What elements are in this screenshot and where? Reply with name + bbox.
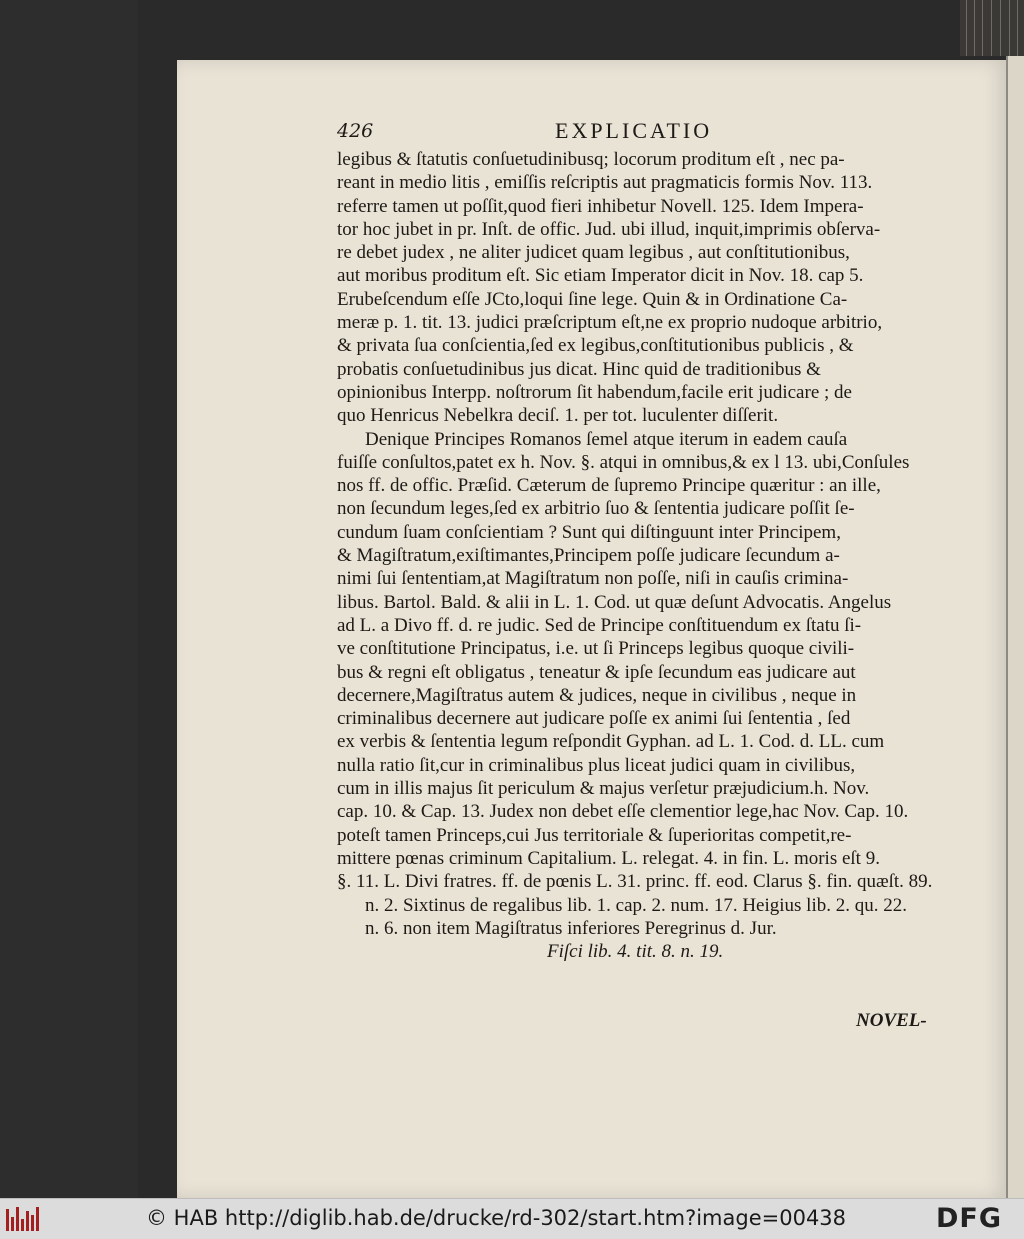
text-line: nos ff. de offic. Præſid. Cæterum de ſupremo Principe quæritur : an ille, xyxy=(337,475,881,497)
text-line: §. 11. L. Divi fratres. ff. de pœnis L. 31. princ. ff. eod. Clarus §. fin. quæſt. 89. xyxy=(337,871,933,893)
page-number: 426 xyxy=(337,120,374,142)
text-line: legibus & ſtatutis conſuetudinibusq; locorum proditum eſt , nec pa- xyxy=(337,149,845,170)
text-line: re debet judex , ne aliter judicet quam legibus , aut conſtitutionibus, xyxy=(337,242,850,264)
footer-bar xyxy=(0,1198,1024,1239)
text-line: Fiſci lib. 4. tit. 8. n. 19. xyxy=(547,941,724,963)
text-line: tor hoc jubet in pr. Inſt. de offic. Jud. ubi illud, inquit,imprimis obſerva- xyxy=(337,218,881,240)
facing-page-edge xyxy=(1006,56,1024,1198)
text-line: & Magiſtratum,exiſtimantes,Principem poſſe judicare ſecundum a- xyxy=(337,545,840,567)
text-line: nulla ratio ſit,cur in criminalibus plus liceat judici quam in civilibus, xyxy=(337,754,856,776)
dfg-logo: DFG xyxy=(936,1203,1003,1234)
running-head xyxy=(337,118,942,148)
text-line: cum in illis majus ſit periculum & majus verſetur præjudicium.h. Nov. xyxy=(337,778,870,800)
text-line: n. 6. non item Magiſtratus inferiores Peregrinus d. Jur. xyxy=(365,917,777,939)
text-line: reant in medio litis , emiſſis reſcriptis aut pragmaticis formis Nov. 113. xyxy=(337,172,873,194)
text-line: ex verbis & ſententia legum reſpondit Gyphan. ad L. 1. Cod. d. LL. cum xyxy=(337,731,885,753)
text-line: & privata ſua conſcientia,ſed ex legibus,conſtitutionibus publicis , & xyxy=(337,335,854,357)
text-line: fuiſſe conſultos,patet ex h. Nov. §. atqui in omnibus,& ex l 13. ubi,Conſules xyxy=(337,451,910,473)
text-line: probatis conſuetudinibus jus dicat. Hinc quid de traditionibus & xyxy=(337,358,821,380)
text-line: criminalibus decernere aut judicare poſſe ex animi ſui ſententia , ſed xyxy=(337,708,851,730)
copyright-url[interactable]: © HAB http://diglib.hab.de/drucke/rd-302/start.htm?image=00438 xyxy=(146,1206,847,1230)
dark-background xyxy=(0,0,138,1198)
text-line: poteſt tamen Princeps,cui Jus territoriale & ſuperioritas competit,re- xyxy=(337,824,852,846)
text-line: mittere pœnas criminum Capitalium. L. relegat. 4. in fin. L. moris eſt 9. xyxy=(337,847,880,869)
text-line: non ſecundum leges,ſed ex arbitrio ſuo & ſententia judicare poſſit ſe- xyxy=(337,498,855,520)
text-line: Erubeſcendum eſſe JCto,loqui ſine lege. Quin & in Ordinatione Ca- xyxy=(337,288,848,310)
text-line: ve conſtitutione Principatus, i.e. ut ſi Princeps legibus quoque civili- xyxy=(337,638,855,660)
catchword: NOVEL- xyxy=(856,1010,927,1031)
text-line: n. 2. Sixtinus de regalibus lib. 1. cap. 2. num. 17. Heigius lib. 2. qu. 22. xyxy=(365,894,907,916)
text-line: quo Henricus Nebelkra deciſ. 1. per tot. luculenter diſſerit. xyxy=(337,405,779,427)
text-line: cundum ſuam conſcientiam ? Sunt qui diſtinguunt inter Principem, xyxy=(337,521,841,543)
page-text xyxy=(337,148,947,963)
text-line: libus. Bartol. Bald. & alii in L. 1. Cod. ut quæ deſunt Advocatis. Angelus xyxy=(337,591,892,613)
hab-logo-icon xyxy=(6,1207,40,1231)
running-title: EXPLICATIO xyxy=(555,118,713,143)
text-line: bus & regni eſt obligatus , teneatur & ipſe ſecundum eas judicare aut xyxy=(337,661,856,683)
text-line: Denique Principes Romanos ſemel atque iterum in eadem cauſa xyxy=(365,428,848,450)
text-line: nimi ſui ſententiam,at Magiſtratum non poſſe, niſi in cauſis crimina- xyxy=(337,568,849,590)
text-line: meræ p. 1. tit. 13. judici præſcriptum eſt,ne ex proprio nudoque arbitrio, xyxy=(337,312,883,334)
text-line: aut moribus proditum eſt. Sic etiam Imperator dicit in Nov. 18. cap 5. xyxy=(337,265,864,287)
text-line: ad L. a Divo ff. d. re judic. Sed de Principe conſtituendum ex ſtatu ſi- xyxy=(337,614,862,636)
text-line: referre tamen ut poſſit,quod fieri inhibetur Novell. 125. Idem Impera- xyxy=(337,195,864,217)
text-line: opinionibus Interpp. noſtrorum ſit habendum,facile erit judicare ; de xyxy=(337,381,852,403)
text-line: cap. 10. & Cap. 13. Judex non debet eſſe clementior lege,hac Nov. Cap. 10. xyxy=(337,801,909,823)
book-edge xyxy=(960,0,1024,56)
text-line: decernere,Magiſtratus autem & judices, neque in civilibus , neque in xyxy=(337,684,857,706)
